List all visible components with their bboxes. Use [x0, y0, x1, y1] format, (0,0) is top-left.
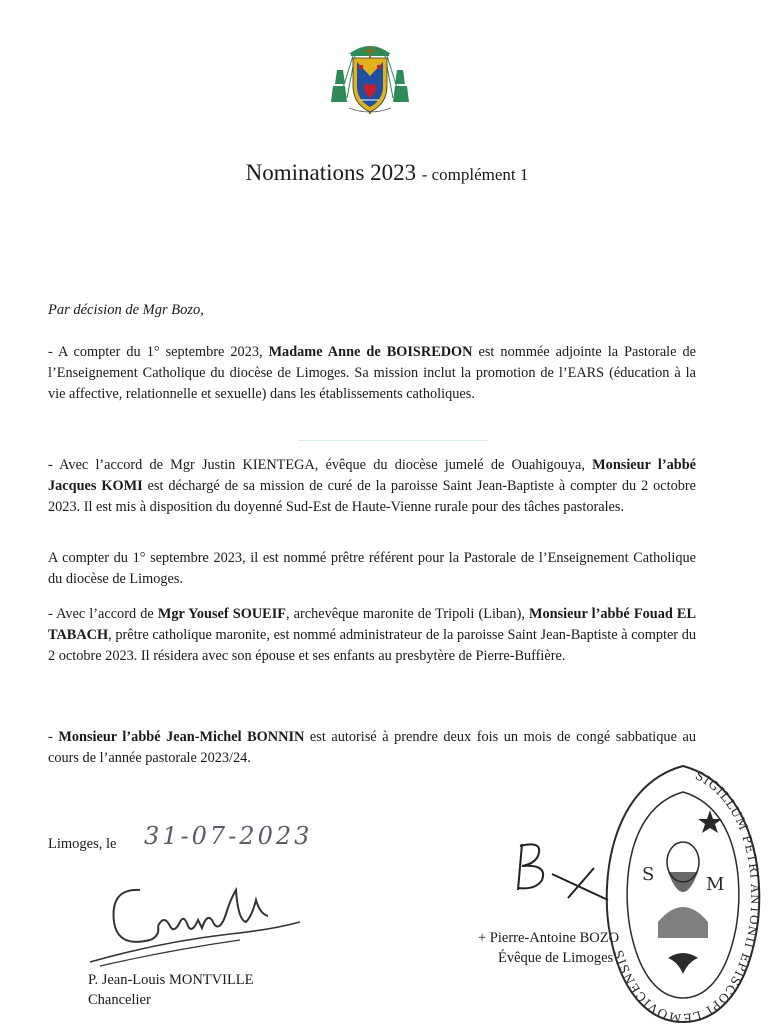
chancellor-role: Chancelier [88, 992, 151, 1008]
chancellor-name: P. Jean-Louis MONTVILLE [88, 972, 254, 988]
place-label: Limoges, le [48, 836, 117, 852]
p4-text-c: , archevêque maronite de Tripoli (Liban), [286, 606, 530, 622]
p4-text-a: - Avec l’accord de [48, 606, 158, 622]
p2-name: Monsieur l’abbé Jacques KOMI [48, 457, 697, 494]
title-main: Nominations 2023 [245, 160, 417, 185]
divider [298, 440, 488, 441]
p1-text-c: est nommée adjointe la Pastorale de l’Enseignement Catholique du diocèse de Limoges. Sa mission inclut la promotion de l’EARS (éducation à la vie affective, relationnelle et sexuelle) dans les établissements catholiques. [48, 344, 696, 402]
title-sub: - complément 1 [421, 165, 529, 184]
paragraph-komi [48, 455, 696, 518]
p4-text-e: , prêtre catholique maronite, est nommé administrateur de la paroisse Saint Jean-Baptiste à compter du 2 octobre 2023. Il résidera avec son épouse et ses enfants au presbytère de Pierre-Buffière. [48, 627, 696, 664]
document-title [0, 160, 774, 186]
p5-name: Monsieur l’abbé Jean-Michel BONNIN [58, 729, 305, 745]
seal-letter-m: M [706, 874, 725, 895]
p1-text-a: - A compter du 1° septembre 2023, [48, 344, 269, 360]
p1-name: Madame Anne de BOISREDON [268, 344, 473, 360]
paragraph-boisredon [48, 342, 696, 405]
p3-text: A compter du 1° septembre 2023, il est nommé prêtre référent pour la Pastorale de l’Enseignement Catholique du diocèse de Limoges. [48, 550, 696, 587]
paragraph-komi-referent [48, 548, 696, 590]
bishop-role: Évêque de Limoges [498, 950, 614, 966]
episcopal-seal [598, 762, 768, 1024]
p4-name-mgr: Mgr Yousef SOUEIF [157, 606, 286, 622]
p2-text-c: est déchargé de sa mission de curé de la paroisse Saint Jean-Baptiste à compter du 2 octobre 2023. Il est mis à disposition du doyenné Sud-Est de Haute-Vienne rurale pour des tâches pastorales. [48, 478, 696, 515]
p5-text-a: - [48, 729, 59, 745]
handwritten-date: 31-07-2023 [144, 822, 313, 850]
chancellor-block [88, 970, 254, 1010]
paragraph-el-tabach [48, 604, 696, 667]
p5-text-c: est autorisé à prendre deux fois un mois de congé sabbatique au cours de l’année pastorale 2023/24. [48, 729, 696, 766]
intro-line: Par décision de Mgr Bozo, [48, 302, 204, 318]
seal-legend: SIGILLUM PETRI ANTONII EPISCOPI LEMOVICENSIS [611, 768, 763, 1024]
p4-name-abbe: Monsieur l’abbé Fouad EL TABACH [48, 606, 696, 643]
seal-letter-s: S [642, 864, 655, 885]
coat-of-arms-logo [327, 36, 413, 118]
p2-text-a: - Avec l’accord de Mgr Justin KIENTEGA, évêque du diocèse jumelé de Ouahigouya, [48, 457, 593, 473]
bishop-name: + Pierre-Antoine BOZO [478, 930, 620, 946]
chancellor-signature [80, 870, 310, 970]
